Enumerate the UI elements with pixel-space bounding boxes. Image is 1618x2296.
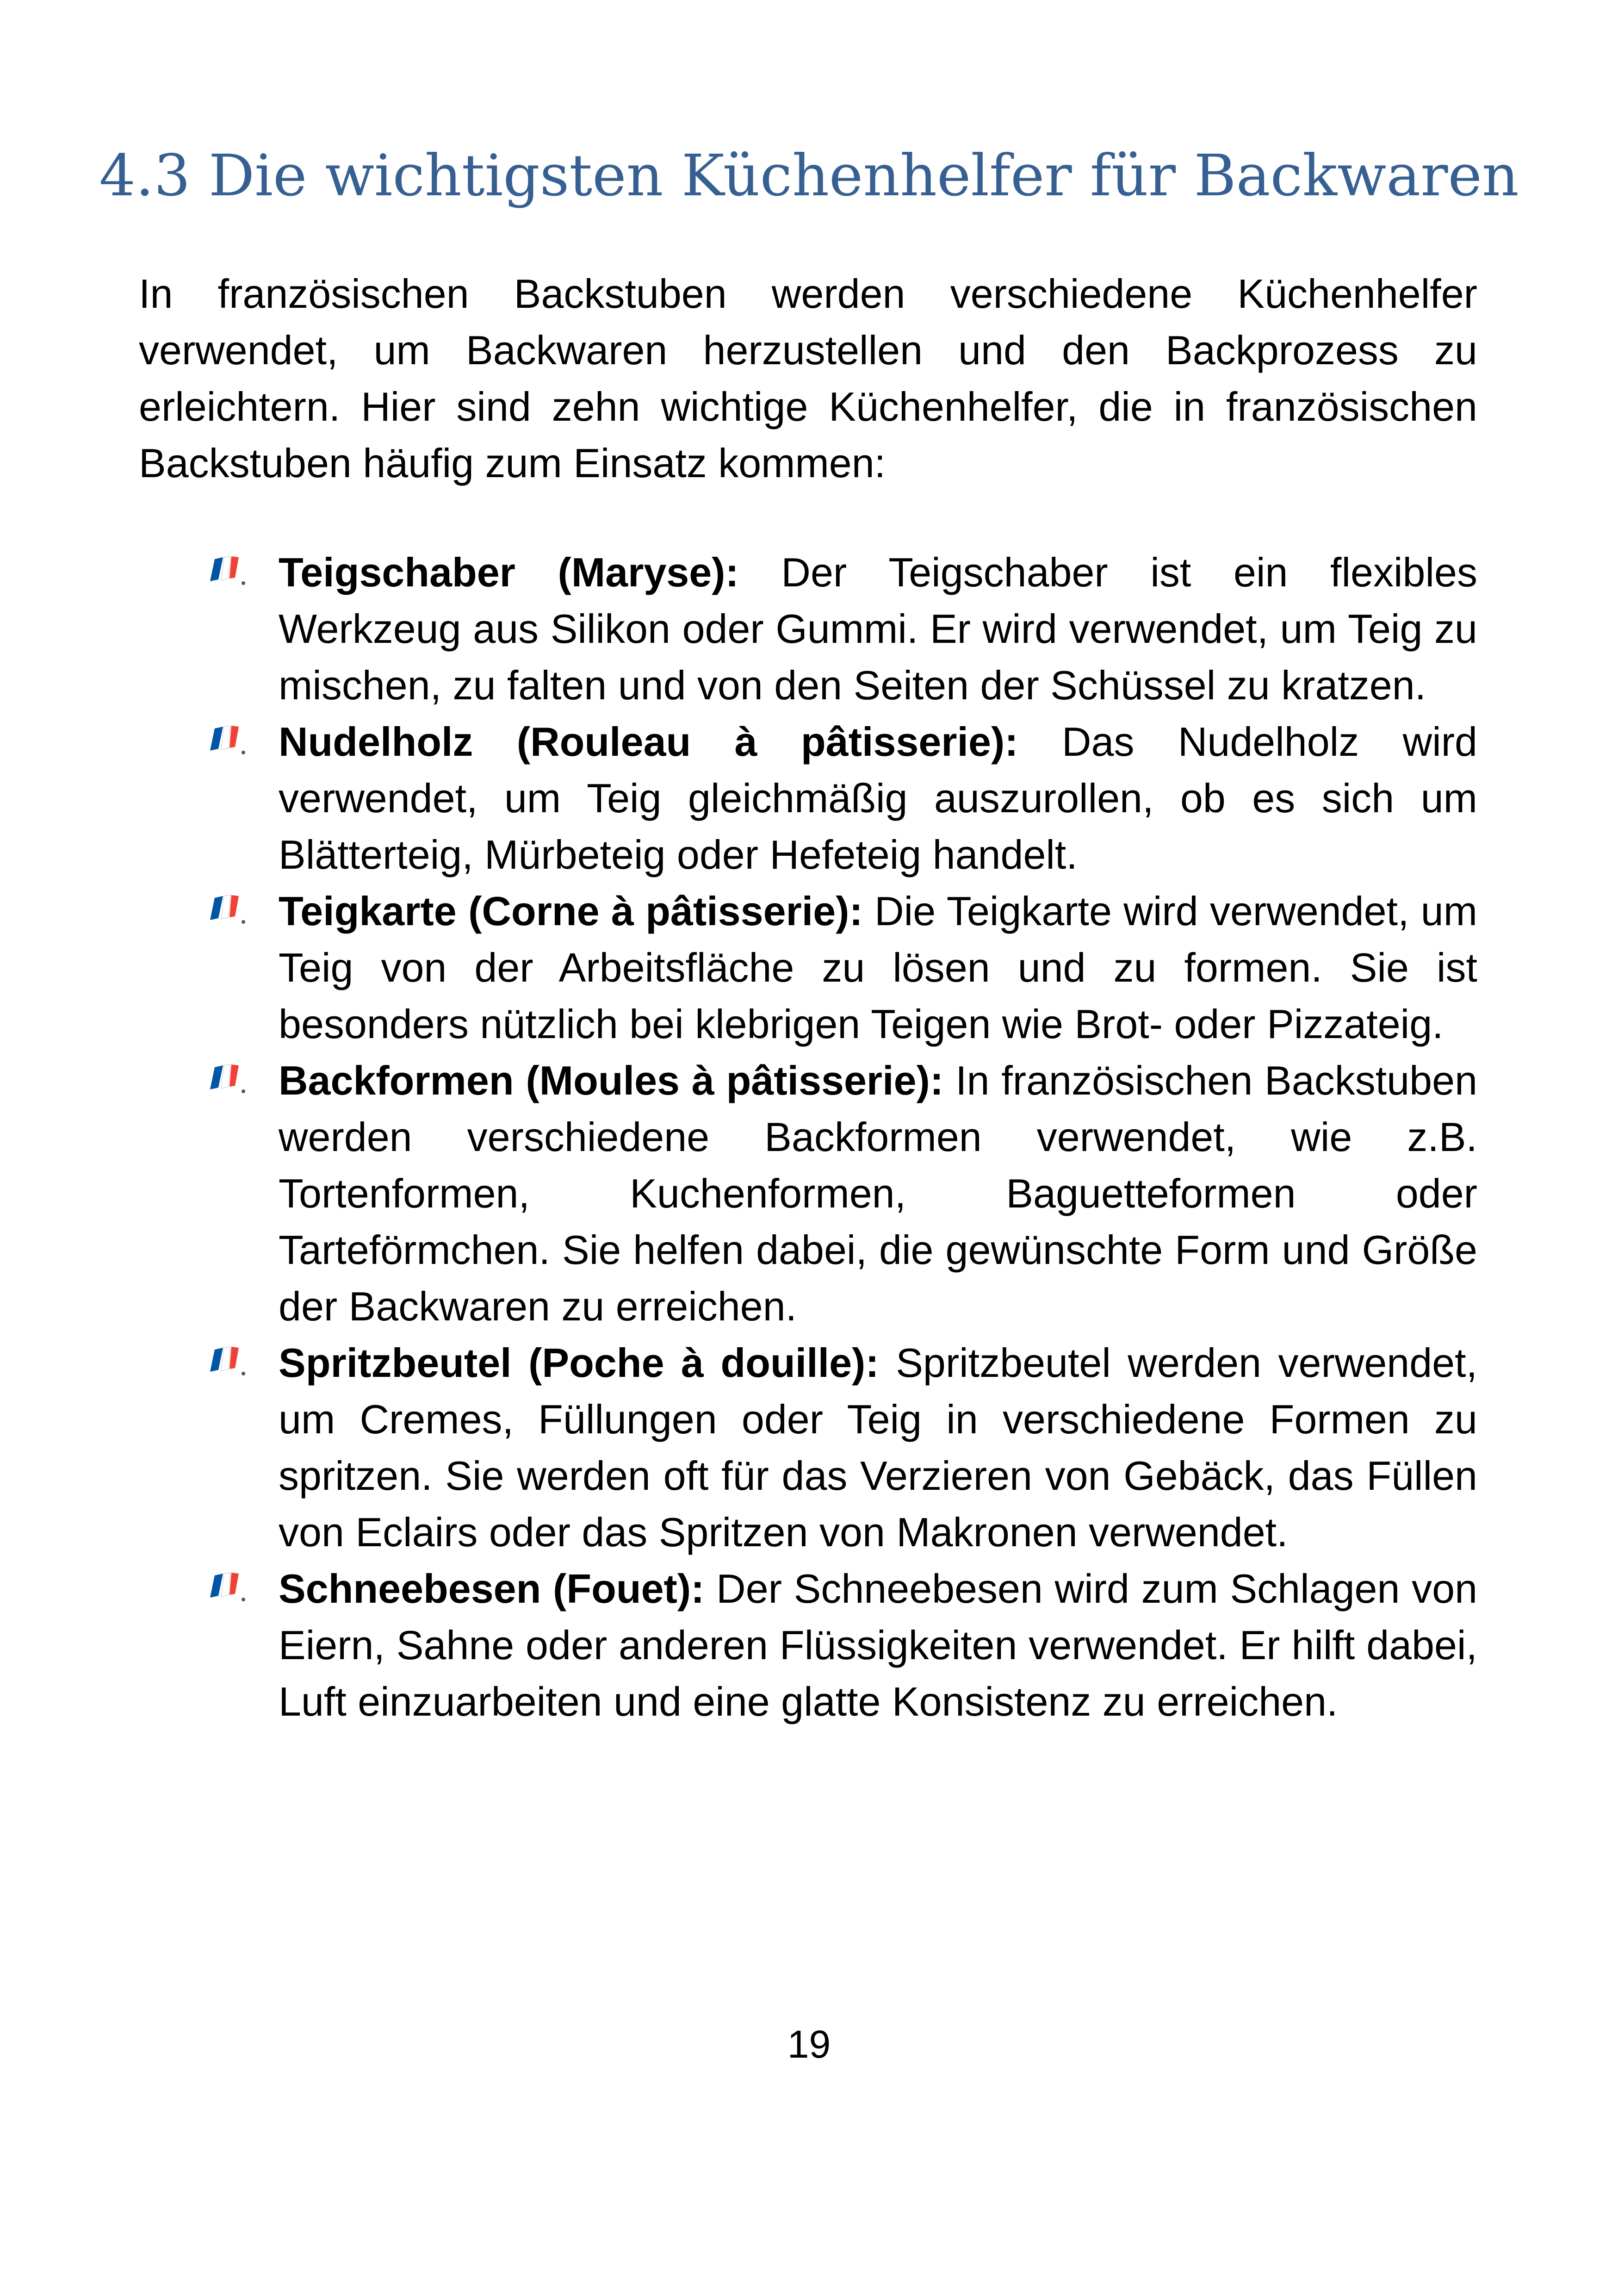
list-item (139, 714, 1477, 883)
list-item (139, 544, 1477, 714)
list-item (139, 1335, 1477, 1561)
tool-term: Teigkarte (Corne à pâtisserie): (279, 888, 863, 934)
french-flag-icon (207, 1571, 252, 1604)
french-flag-icon (207, 554, 252, 588)
kitchen-tools-list (139, 544, 1477, 1730)
french-flag-icon (207, 1063, 252, 1096)
section-heading: 4.3 Die wichtigsten Küchenhelfer für Backwaren (99, 143, 1519, 209)
tool-term: Teigschaber (Maryse): (279, 549, 739, 595)
french-flag-icon (207, 1345, 252, 1378)
page-number: 19 (787, 2022, 831, 2066)
tool-description: In französischen Backstuben werden verschiedene Backformen verwendet, wie z.B. Tortenformen, Kuchenformen, Baguetteformen oder Tarteförmchen. Sie helfen dabei, die gewünschte Form und Größe der Backwaren zu erreichen. (279, 1058, 1478, 1329)
tool-description: Spritzbeutel werden verwendet, um Cremes, Füllungen oder Teig in verschiedene Formen zu spritzen. Sie werden oft für das Verzieren von Gebäck, das Füllen von Eclairs oder das Spritzen von Makronen verwendet. (279, 1340, 1478, 1555)
tool-description: Die Teigkarte wird verwendet, um Teig von der Arbeitsfläche zu lösen und zu formen. Sie ist besonders nützlich bei klebrigen Teigen wie Brot- oder Pizzateig. (279, 888, 1477, 1047)
tool-term: Spritzbeutel (Poche à douille): (279, 1340, 879, 1386)
tool-description: Das Nudelholz wird verwendet, um Teig gleichmäßig auszurollen, ob es sich um Blätterteig, Mürbeteig oder Hefeteig handelt. (279, 719, 1477, 877)
intro-paragraph: In französischen Backstuben werden verschiedene Küchenhelfer verwendet, um Backwaren herzustellen und den Backprozess zu erleichtern. Hier sind zehn wichtige Küchenhelfer, die in französischen Backstuben häufig zum Einsatz kommen: (139, 271, 1477, 486)
tool-description: Der Teigschaber ist ein flexibles Werkzeug aus Silikon oder Gummi. Er wird verwendet, um Teig zu mischen, zu falten und von den Seiten der Schüssel zu kratzen. (279, 549, 1477, 708)
french-flag-icon (207, 724, 252, 757)
tool-term: Backformen (Moules à pâtisserie): (279, 1058, 944, 1103)
list-item (139, 1052, 1477, 1335)
list-item (139, 1561, 1477, 1730)
tool-term: Schneebesen (Fouet): (279, 1566, 705, 1612)
french-flag-icon (207, 893, 252, 927)
list-item (139, 883, 1477, 1052)
tool-term: Nudelholz (Rouleau à pâtisserie): (279, 719, 1018, 765)
tool-description: Der Schneebesen wird zum Schlagen von Eiern, Sahne oder anderen Flüssigkeiten verwendet. Er hilft dabei, Luft einzuarbeiten und eine glatte Konsistenz zu erreichen. (279, 1566, 1478, 1724)
